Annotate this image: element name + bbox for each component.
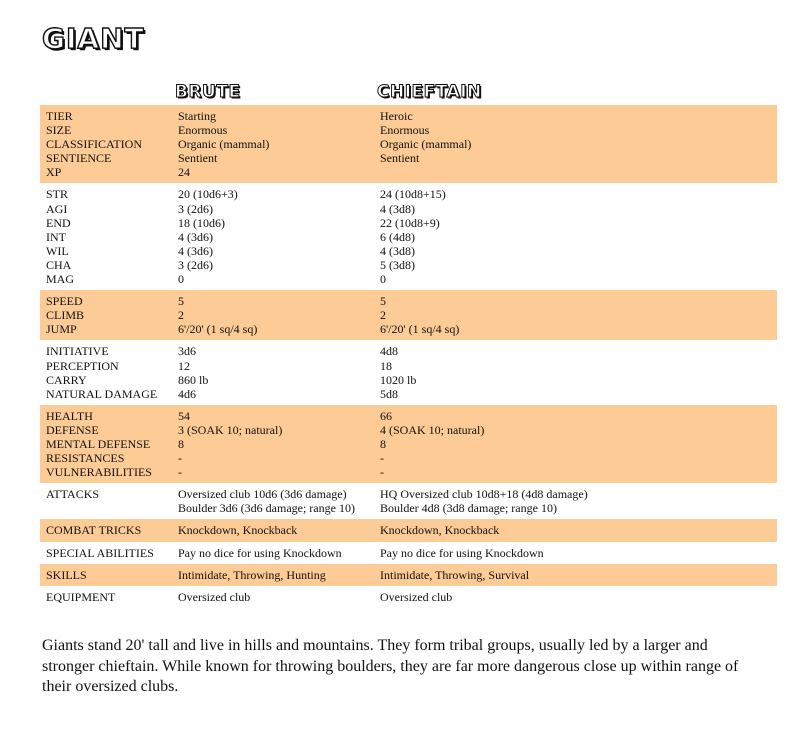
brute-value: Boulder 3d6 (3d6 damage; range 10) — [178, 501, 355, 516]
chieftain-value: 5 — [380, 294, 386, 309]
chieftain-value: 18 — [380, 358, 392, 373]
brute-value: Enormous — [178, 123, 228, 138]
page-title: GIANT — [42, 22, 145, 55]
stat-row — [40, 423, 777, 437]
stat-label: EQUIPMENT — [46, 589, 116, 604]
stat-row — [40, 187, 777, 201]
brute-value: Knockdown, Knockback — [178, 523, 298, 538]
brute-value: - — [178, 465, 182, 480]
stat-row — [40, 465, 777, 479]
chieftain-value: - — [380, 465, 384, 480]
stat-section — [40, 519, 777, 541]
chieftain-value: 8 — [380, 436, 386, 451]
brute-value: 3 (2d6) — [178, 257, 213, 272]
description-paragraph: Giants stand 20' tall and live in hills and mountains. They form tribal groups, usually led by a larger and stronger chieftain. While known for throwing boulders, they are far more dangerous close up within range of their oversized clubs. — [42, 637, 739, 695]
brute-value: 3 (2d6) — [178, 201, 213, 216]
brute-value: 20 (10d6+3) — [178, 187, 238, 202]
chieftain-value: Boulder 4d8 (3d8 damage; range 10) — [380, 501, 557, 516]
stat-label: MAG — [46, 272, 75, 287]
stat-label: XP — [46, 165, 62, 180]
column-header-brute: BRUTE — [175, 82, 241, 102]
stat-label: DEFENSE — [46, 422, 99, 437]
stat-label: NATURAL DAMAGE — [46, 386, 158, 401]
stat-row — [40, 216, 777, 230]
brute-value: 12 — [178, 358, 190, 373]
chieftain-value: HQ Oversized club 10d8+18 (4d8 damage) — [380, 487, 588, 502]
brute-value: Organic (mammal) — [178, 137, 270, 152]
stat-label: STR — [46, 187, 69, 202]
stat-block — [40, 105, 777, 608]
brute-value: Starting — [178, 109, 216, 123]
stat-label: CLIMB — [46, 308, 85, 323]
stat-row — [40, 308, 777, 322]
stat-row — [40, 202, 777, 216]
stat-row — [40, 487, 777, 501]
stat-label: TIER — [46, 109, 73, 123]
stat-label: CLASSIFICATION — [46, 137, 143, 152]
brute-value: 8 — [178, 436, 184, 451]
chieftain-value: Knockdown, Knockback — [380, 523, 500, 538]
chieftain-value: 24 (10d8+15) — [380, 187, 446, 202]
stat-label: MENTAL DEFENSE — [46, 436, 151, 451]
stat-label: AGI — [46, 201, 68, 216]
stat-label: SPECIAL ABILITIES — [46, 545, 154, 560]
brute-value: 860 lb — [178, 372, 209, 387]
chieftain-value: 2 — [380, 308, 386, 323]
chieftain-value: 0 — [380, 272, 386, 287]
stat-row — [40, 109, 777, 123]
stat-label: SPEED — [46, 294, 83, 309]
brute-value: 4 (3d6) — [178, 243, 213, 258]
stat-label: PERCEPTION — [46, 358, 119, 373]
stat-label: WIL — [46, 243, 69, 258]
stat-label: SENTIENCE — [46, 151, 112, 166]
stat-label: VULNERABILITIES — [46, 465, 152, 480]
stat-section — [40, 105, 777, 183]
stat-label: ATTACKS — [46, 487, 100, 502]
chieftain-value: Intimidate, Throwing, Survival — [380, 567, 530, 582]
chieftain-value: - — [380, 451, 384, 466]
stat-row — [40, 244, 777, 258]
brute-value: 5 — [178, 294, 184, 309]
stat-row — [40, 546, 777, 560]
stat-label: END — [46, 215, 71, 230]
stat-row — [40, 294, 777, 308]
chieftain-value: 6'/20' (1 sq/4 sq) — [380, 322, 460, 337]
brute-value: Pay no dice for using Knockdown — [178, 545, 342, 560]
stat-row — [40, 501, 777, 515]
chieftain-value: 6 (4d8) — [380, 229, 415, 244]
stat-label: INT — [46, 229, 66, 244]
chieftain-value: Sentient — [380, 151, 420, 166]
brute-value: 24 — [178, 165, 190, 180]
chieftain-value: 4 (SOAK 10; natural) — [380, 422, 485, 437]
stat-label: CHA — [46, 257, 72, 272]
stat-row — [40, 387, 777, 401]
chieftain-value: 4 (3d8) — [380, 243, 415, 258]
chieftain-value: 5 (3d8) — [380, 257, 415, 272]
stat-row — [40, 230, 777, 244]
stat-row — [40, 359, 777, 373]
stat-row — [40, 272, 777, 286]
stat-section — [40, 183, 777, 290]
stat-row — [40, 165, 777, 179]
chieftain-value: Heroic — [380, 109, 413, 123]
brute-value: 4d6 — [178, 386, 196, 401]
brute-value: Sentient — [178, 151, 218, 166]
chieftain-value: Oversized club — [380, 589, 453, 604]
chieftain-value: Organic (mammal) — [380, 137, 472, 152]
brute-value: 0 — [178, 272, 184, 287]
stat-section — [40, 483, 777, 519]
stat-label: CARRY — [46, 372, 87, 387]
stat-section — [40, 340, 777, 404]
stat-row — [40, 258, 777, 272]
chieftain-value: 4 (3d8) — [380, 201, 415, 216]
stat-row — [40, 409, 777, 423]
brute-value: Intimidate, Throwing, Hunting — [178, 567, 326, 582]
brute-value: Oversized club — [178, 589, 251, 604]
stat-label: INITIATIVE — [46, 344, 109, 359]
column-header-chieftain: CHIEFTAIN — [377, 82, 482, 102]
brute-value: 4 (3d6) — [178, 229, 213, 244]
stat-row — [40, 451, 777, 465]
brute-value: 18 (10d6) — [178, 215, 225, 230]
stat-row — [40, 590, 777, 604]
stat-row — [40, 123, 777, 137]
brute-value: 54 — [178, 408, 190, 423]
stat-row — [40, 568, 777, 582]
brute-value: 2 — [178, 308, 184, 323]
stat-section — [40, 564, 777, 586]
chieftain-value: Pay no dice for using Knockdown — [380, 545, 544, 560]
chieftain-value: 1020 lb — [380, 372, 417, 387]
brute-value: 3d6 — [178, 344, 196, 359]
stat-row — [40, 322, 777, 336]
stat-row — [40, 344, 777, 358]
stat-section — [40, 542, 777, 564]
stat-label: SIZE — [46, 123, 72, 138]
stat-row — [40, 437, 777, 451]
stat-row — [40, 137, 777, 151]
stat-section — [40, 290, 777, 340]
chieftain-value: Enormous — [380, 123, 430, 138]
stat-label — [40, 501, 176, 515]
stat-label: SKILLS — [46, 567, 87, 582]
chieftain-value: 66 — [380, 408, 392, 423]
stat-label: RESISTANCES — [46, 451, 125, 466]
brute-value: Oversized club 10d6 (3d6 damage) — [178, 487, 347, 502]
chieftain-value: 5d8 — [380, 386, 398, 401]
chieftain-value: 4d8 — [380, 344, 398, 359]
brute-value: 6'/20' (1 sq/4 sq) — [178, 322, 258, 337]
stat-section — [40, 405, 777, 483]
stat-row — [40, 523, 777, 537]
stat-label: JUMP — [46, 322, 77, 337]
stat-label: COMBAT TRICKS — [46, 523, 142, 538]
chieftain-value: 22 (10d8+9) — [380, 215, 440, 230]
brute-value: 3 (SOAK 10; natural) — [178, 422, 283, 437]
stat-label: HEALTH — [46, 408, 93, 423]
stat-row — [40, 373, 777, 387]
stat-row — [40, 151, 777, 165]
stat-section — [40, 586, 777, 608]
brute-value: - — [178, 451, 182, 466]
